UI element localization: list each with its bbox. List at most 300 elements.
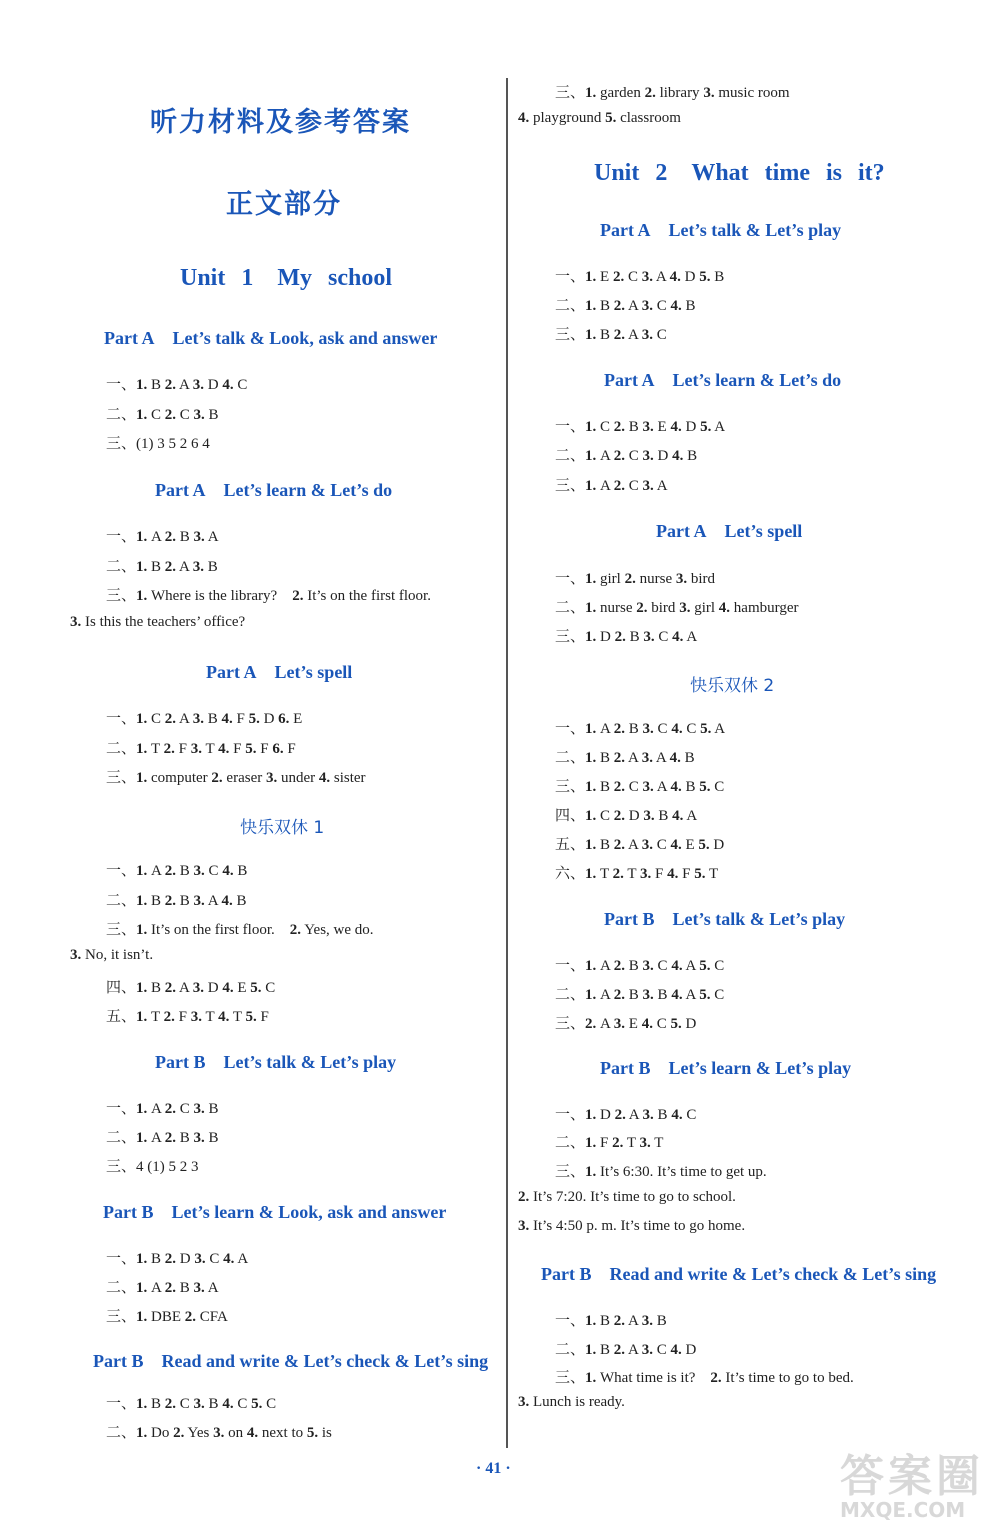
answer-text: B <box>652 1313 667 1329</box>
item-number: 3. <box>643 808 655 824</box>
answer-text: E <box>653 419 671 435</box>
part-label: Part A <box>656 521 707 541</box>
answer-text: E <box>681 837 699 853</box>
unit-1-title: Unit 1 My school <box>180 265 392 291</box>
answer-text: bird <box>687 571 716 587</box>
answer-text: A <box>176 559 193 575</box>
answer-text: D <box>709 837 725 853</box>
answer-line <box>555 717 725 738</box>
item-number: 2. <box>585 1016 597 1032</box>
item-number: 2. <box>612 269 625 285</box>
item-number: 2. <box>164 1396 177 1412</box>
answer-text: girl <box>596 571 625 587</box>
item-number: 1. <box>136 1425 148 1441</box>
part-activity: Let’s spell <box>274 662 353 682</box>
answer-text: C <box>654 629 673 645</box>
answer-text: B <box>654 808 673 824</box>
answer-text: It’s 4:50 p. m. It’s time to go home. <box>529 1218 746 1234</box>
answer-text: Lunch is ready. <box>529 1394 625 1410</box>
item-number: 3. <box>193 529 205 545</box>
answer-text: A <box>682 958 700 974</box>
question-group-label: 三、 <box>555 85 586 101</box>
item-number: 1. <box>136 893 148 909</box>
answer-line <box>555 1103 696 1124</box>
item-number: 2. <box>613 721 626 737</box>
answer-text: B <box>596 837 614 853</box>
answer-text: T <box>596 866 613 882</box>
answer-line <box>106 1305 228 1326</box>
part-activity: Let’s talk & Look, ask and answer <box>172 328 438 348</box>
item-number: 4. <box>218 741 230 757</box>
answer-text: A <box>652 750 670 766</box>
item-number: 6. <box>278 711 290 727</box>
answer-text: D <box>625 808 644 824</box>
question-group-label: 一、 <box>106 1101 137 1117</box>
answer-text: F <box>232 711 249 727</box>
question-group-label: 一、 <box>106 863 137 879</box>
answer-line <box>518 1189 736 1206</box>
question-group-label: 二、 <box>106 1425 137 1441</box>
question-group-label: 一、 <box>106 377 137 393</box>
answer-line <box>555 1131 663 1152</box>
answer-text: B <box>147 980 165 996</box>
unit1-part-heading <box>155 480 392 501</box>
item-number: 1. <box>136 1101 148 1117</box>
answer-text: B <box>625 987 643 1003</box>
item-number: 5. <box>700 419 712 435</box>
question-group-label: 三、 <box>555 1016 586 1032</box>
item-number: 1. <box>136 980 148 996</box>
answer-line <box>106 1276 219 1297</box>
item-number: 1. <box>136 1009 148 1025</box>
item-number: 2. <box>613 958 626 974</box>
item-number: 5. <box>699 779 711 795</box>
answer-text: B <box>203 559 218 575</box>
answer-text: A <box>147 1101 165 1117</box>
question-group-label: 一、 <box>555 419 586 435</box>
item-number: 1. <box>136 711 148 727</box>
item-number: 1. <box>585 750 597 766</box>
answer-text: B <box>596 298 614 314</box>
answer-text: is <box>318 1425 332 1441</box>
answer-text: A <box>176 980 193 996</box>
answer-text: E <box>289 711 303 727</box>
item-number: 5. <box>248 711 260 727</box>
answer-text: Where is the library? <box>147 588 293 604</box>
answer-text: C <box>176 1396 194 1412</box>
answer-text: nurse <box>635 571 676 587</box>
answer-text: E <box>233 980 251 996</box>
answer-text: next to <box>258 1425 307 1441</box>
answer-text: B <box>596 779 614 795</box>
item-number: 1. <box>585 958 597 974</box>
unit2-part-heading <box>600 1058 851 1079</box>
item-number: 1. <box>585 1135 597 1151</box>
part-label: Part B <box>155 1052 206 1072</box>
answer-text: E <box>625 1016 642 1032</box>
item-number: 3. <box>192 559 204 575</box>
item-number: 1. <box>136 863 148 879</box>
item-number: 3. <box>213 1425 225 1441</box>
question-group-label: 二、 <box>555 298 586 314</box>
question-group-label: 二、 <box>106 559 137 575</box>
watermark-top: 答案圈 <box>840 1451 984 1502</box>
answer-line <box>555 625 697 646</box>
item-number: 3. <box>640 866 652 882</box>
item-number: 2. <box>211 770 223 786</box>
item-number: 4. <box>318 770 331 786</box>
answer-text: B <box>596 1313 614 1329</box>
question-group-label: 一、 <box>106 1396 137 1412</box>
answer-text: A <box>625 1313 642 1329</box>
answer-line <box>518 1394 625 1411</box>
answer-line <box>555 1012 696 1033</box>
item-number: 3. <box>642 987 654 1003</box>
item-number: 4. <box>221 893 233 909</box>
item-number: 3. <box>193 863 205 879</box>
answer-text: C <box>205 1251 224 1267</box>
question-group-label: 三、 <box>555 629 586 645</box>
answer-text: B <box>596 750 614 766</box>
item-number: 2. <box>710 1370 722 1386</box>
item-number: 5. <box>698 837 710 853</box>
answer-text: A <box>147 1130 165 1146</box>
item-number: 1. <box>136 770 148 786</box>
answer-text: A <box>176 711 193 727</box>
item-number: 3. <box>70 614 82 630</box>
answer-text: B <box>147 893 165 909</box>
item-number: 6. <box>272 741 284 757</box>
page-subtitle: 正文部分 <box>226 189 342 220</box>
answer-text: C <box>682 1107 697 1123</box>
answer-line <box>555 862 718 883</box>
item-number: 5. <box>699 269 711 285</box>
answer-text: A <box>625 750 642 766</box>
question-group-label: 一、 <box>555 721 586 737</box>
question-group-label: 三、 <box>106 922 137 938</box>
answer-text: C <box>653 721 672 737</box>
answer-text: It’s 6:30. It’s time to get up. <box>596 1164 767 1180</box>
item-number: 3. <box>641 269 653 285</box>
answer-text: C <box>625 478 643 494</box>
item-number: 4. <box>671 958 683 974</box>
answer-text: hamburger <box>730 600 799 616</box>
question-group-label: 一、 <box>106 1251 137 1267</box>
answer-text: C <box>625 779 643 795</box>
item-number: 3. <box>641 327 653 343</box>
answer-line <box>106 1155 199 1176</box>
page-title: 听力材料及参考答案 <box>150 107 411 138</box>
part-label: Part B <box>93 1351 144 1371</box>
answer-line <box>106 1392 276 1413</box>
answer-line <box>106 373 247 394</box>
item-number: 2. <box>164 1101 177 1117</box>
answer-text: A <box>653 478 668 494</box>
answer-line <box>106 403 219 424</box>
answer-text: B <box>147 377 165 393</box>
answer-text: (1) 3 5 2 6 4 <box>136 436 210 452</box>
item-number: 2. <box>636 600 648 616</box>
answer-text: D <box>681 419 701 435</box>
answer-text: A <box>711 721 726 737</box>
item-number: 1. <box>585 779 597 795</box>
question-group-label: 四、 <box>106 980 137 996</box>
answer-text: B <box>204 407 219 423</box>
item-number: 3. <box>642 478 654 494</box>
answer-text: A <box>596 448 614 464</box>
item-number: 3. <box>642 721 654 737</box>
watermark-bottom: MXQE.COM <box>840 1498 966 1522</box>
item-number: 5. <box>245 1009 257 1025</box>
answer-text: A <box>234 1251 249 1267</box>
answer-text: garden <box>596 85 645 101</box>
answer-text: D <box>259 711 279 727</box>
item-number: 1. <box>136 377 148 393</box>
answer-text: music room <box>714 85 790 101</box>
answer-text: C <box>147 711 165 727</box>
answer-text: playground <box>529 110 606 126</box>
answer-text: C <box>233 377 248 393</box>
answer-text: C <box>652 1342 671 1358</box>
item-number: 3. <box>675 571 688 587</box>
answer-line <box>555 294 696 315</box>
answer-text: C <box>147 407 165 423</box>
unit2-part-heading <box>600 220 841 241</box>
question-group-label: 三、 <box>555 779 586 795</box>
question-group-label: 五、 <box>106 1009 137 1025</box>
answer-text: C <box>710 958 725 974</box>
item-number: 1. <box>585 837 597 853</box>
answer-line <box>555 415 725 436</box>
answer-text: B <box>596 1342 614 1358</box>
item-number: 1. <box>585 721 597 737</box>
answer-text: C <box>652 298 671 314</box>
item-number: 1. <box>585 629 597 645</box>
item-number: 1. <box>136 1396 148 1412</box>
question-group-label: 二、 <box>106 1130 137 1146</box>
answer-line <box>518 1218 745 1235</box>
item-number: 4. <box>672 808 684 824</box>
item-number: 3. <box>642 1107 654 1123</box>
answer-line <box>106 1005 269 1026</box>
item-number: 3. <box>193 1130 205 1146</box>
answer-text: A <box>596 987 614 1003</box>
item-number: 4. <box>222 980 234 996</box>
question-group-label: 一、 <box>106 711 137 727</box>
part-activity: Read and write & Let’s check & Let’s sing <box>609 1264 937 1284</box>
answer-text: B <box>203 711 222 727</box>
answer-text: B <box>147 559 165 575</box>
answer-text: classroom <box>616 110 681 126</box>
question-group-label: 四、 <box>555 808 586 824</box>
item-number: 4. <box>518 110 530 126</box>
answer-text: A <box>204 529 219 545</box>
part-label: Part B <box>604 909 655 929</box>
item-number: 1. <box>136 529 148 545</box>
item-number: 3. <box>192 711 204 727</box>
answer-text: F <box>256 741 273 757</box>
item-number: 4. <box>670 298 682 314</box>
answer-text: B <box>204 1101 219 1117</box>
unit2-part-heading <box>541 1264 936 1285</box>
part-activity: Let’s talk & Let’s play <box>223 1052 397 1072</box>
answer-text: 4 (1) 5 2 3 <box>136 1159 199 1175</box>
item-number: 2. <box>164 711 177 727</box>
part-label: Part A <box>206 662 257 682</box>
unit1-part-heading <box>93 1351 488 1372</box>
item-number: 5. <box>694 866 706 882</box>
answer-text: Yes <box>184 1425 214 1441</box>
answer-line <box>518 110 681 127</box>
item-number: 3. <box>641 1342 653 1358</box>
item-number: 3. <box>613 1016 626 1032</box>
answer-line <box>555 954 724 975</box>
item-number: 2. <box>518 1189 530 1205</box>
answer-text: B <box>204 1396 223 1412</box>
item-number: 3. <box>265 770 278 786</box>
item-number: 2. <box>164 980 177 996</box>
answer-text: D <box>596 1107 615 1123</box>
question-group-label: 五、 <box>555 837 586 853</box>
answer-text: It’s on the first floor. <box>303 588 431 604</box>
unit1-part-heading <box>104 328 437 349</box>
item-number: 1. <box>136 922 148 938</box>
item-number: 4. <box>670 779 682 795</box>
item-number: 3. <box>190 741 203 757</box>
item-number: 3. <box>192 377 204 393</box>
answer-text: A <box>625 837 642 853</box>
item-number: 4. <box>223 1251 235 1267</box>
item-number: 2. <box>614 1107 626 1123</box>
answer-text: on <box>224 1425 247 1441</box>
answer-text: T <box>623 866 641 882</box>
answer-text: B <box>147 1396 165 1412</box>
item-number: 1. <box>585 1342 597 1358</box>
answer-text: C <box>652 327 667 343</box>
question-group-label: 二、 <box>555 987 586 1003</box>
answer-text: A <box>204 1280 219 1296</box>
answer-line <box>106 555 218 576</box>
answer-line <box>106 859 247 880</box>
answer-line <box>106 525 219 546</box>
answer-line <box>70 614 245 631</box>
item-number: 4. <box>670 1342 682 1358</box>
part-label: Part B <box>541 1264 592 1284</box>
item-number: 2. <box>289 922 302 938</box>
answer-text: B <box>176 1130 194 1146</box>
item-number: 2. <box>164 377 177 393</box>
answer-text: D <box>596 629 615 645</box>
item-number: 1. <box>136 1309 148 1325</box>
question-group-label: 一、 <box>106 529 137 545</box>
item-number: 3. <box>639 1135 651 1151</box>
watermark-logo <box>840 1440 984 1522</box>
item-number: 3. <box>194 1251 206 1267</box>
item-number: 1. <box>136 559 148 575</box>
part-activity: Let’s spell <box>724 521 803 541</box>
answer-line <box>555 444 697 465</box>
item-number: 2. <box>164 559 177 575</box>
answer-text: A <box>625 327 642 343</box>
answer-text: B <box>625 958 643 974</box>
item-number: 4. <box>218 1009 230 1025</box>
item-number: 4. <box>221 711 233 727</box>
answer-text: A <box>652 269 670 285</box>
item-number: 2. <box>164 529 177 545</box>
item-number: 2. <box>163 1009 175 1025</box>
answer-line <box>555 265 724 286</box>
answer-line <box>106 1421 332 1442</box>
unit2-holiday-heading: 快乐双休 2 <box>690 676 775 696</box>
item-number: 4. <box>671 721 683 737</box>
item-number: 4. <box>669 269 681 285</box>
answer-text: It’s 7:20. It’s time to go to school. <box>529 1189 736 1205</box>
part-label: Part A <box>600 220 651 240</box>
answer-line <box>555 804 697 825</box>
question-group-label: 六、 <box>555 866 586 882</box>
answer-text: A <box>625 298 642 314</box>
item-number: 1. <box>136 1251 148 1267</box>
item-number: 1. <box>136 407 148 423</box>
answer-line <box>555 1160 767 1181</box>
question-group-label: 三、 <box>106 436 137 452</box>
item-number: 4. <box>670 837 682 853</box>
answer-text: girl <box>690 600 719 616</box>
answer-text: B <box>232 893 247 909</box>
item-number: 2. <box>292 588 304 604</box>
answer-text: DBE <box>147 1309 185 1325</box>
answer-line <box>106 584 431 605</box>
item-number: 4. <box>667 866 679 882</box>
answer-text: B <box>233 863 248 879</box>
answer-line <box>555 1309 667 1330</box>
answer-text: B <box>653 987 672 1003</box>
answer-line <box>555 833 724 854</box>
answer-text: B <box>204 1130 219 1146</box>
answer-text: C <box>625 448 643 464</box>
question-group-label: 二、 <box>555 448 586 464</box>
item-number: 2. <box>613 987 626 1003</box>
answer-line <box>106 889 247 910</box>
part-activity: Let’s talk & Let’s play <box>668 220 842 240</box>
unit2-part-heading <box>604 909 845 930</box>
answer-text: B <box>683 448 698 464</box>
answer-text: A <box>625 1107 643 1123</box>
answer-line <box>555 596 798 617</box>
item-number: 1. <box>585 419 597 435</box>
answer-text: F <box>174 1009 191 1025</box>
answer-text: D <box>653 448 673 464</box>
answer-text: A <box>596 1016 614 1032</box>
item-number: 3. <box>518 1218 530 1234</box>
answer-text: A <box>147 863 165 879</box>
item-number: 5. <box>699 958 711 974</box>
unit2-part-heading <box>656 521 802 542</box>
item-number: 5. <box>670 1016 682 1032</box>
item-number: 2. <box>164 1251 177 1267</box>
question-group-label: 二、 <box>106 407 137 423</box>
question-group-label: 三、 <box>555 1370 586 1386</box>
page-number: · 41 · <box>476 1460 511 1477</box>
answer-text: library <box>655 85 704 101</box>
answer-text: B <box>680 750 695 766</box>
part-label: Part B <box>600 1058 651 1078</box>
question-group-label: 二、 <box>555 1135 586 1151</box>
answer-text: C <box>262 1396 277 1412</box>
question-group-label: 一、 <box>555 571 586 587</box>
item-number: 4. <box>672 629 684 645</box>
item-number: 1. <box>585 600 597 616</box>
